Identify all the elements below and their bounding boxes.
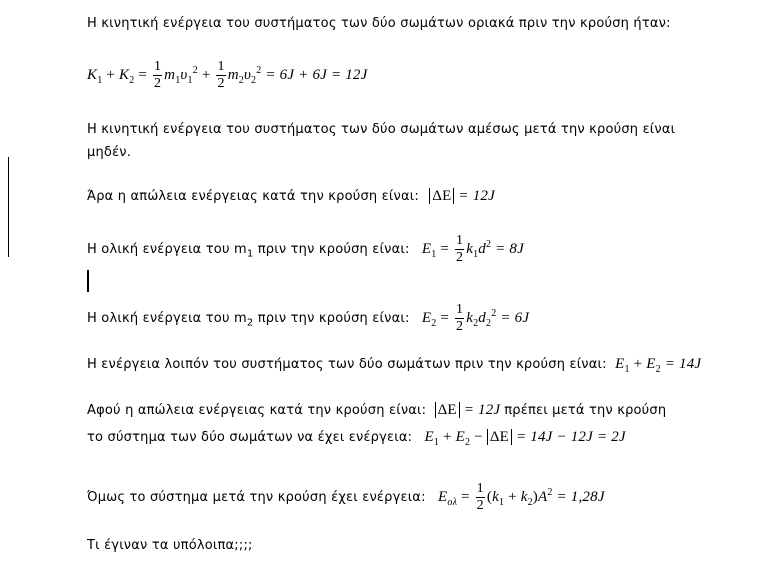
- equation-kinetic-sum: $K_1 + K_2$ = $\frac{1}{2}$ $m_1\upsilon_1^2$ + $\frac{1}{2}$ $m_2\upsilon_2^2 = 6J + 6J = 12J$: [87, 59, 368, 91]
- text: μηδέν.: [87, 145, 132, 160]
- equation-oscillation: $E_{o\lambda}$ = $\frac{1}{2}$ $(k_1 + k_2)A^2 = 1,28J$: [438, 481, 605, 513]
- text: πριν την κρούση είναι:: [253, 241, 410, 257]
- text: Όμως το σύστημα μετά την κρούση έχει ενέργεια:: [87, 489, 426, 505]
- eq-result: = 14J: [664, 356, 702, 372]
- paragraph-kinetic-after-cont: [87, 145, 131, 160]
- subscript: 2: [246, 317, 254, 329]
- paragraph-actual-energy: [87, 482, 605, 513]
- text: Τι έγιναν τα υπόλοιπα;;;;: [87, 538, 253, 553]
- eq-result: = 12J: [458, 188, 495, 204]
- text: Η ολική ενέργεια του m: [87, 241, 247, 257]
- eq-result: = 12J: [463, 402, 501, 418]
- text-cursor-left: [8, 157, 9, 257]
- eq-result: = 6J + 6J = 12J: [265, 66, 368, 83]
- fraction: $\frac{1}{2}$: [456, 233, 464, 265]
- subscript: 1: [246, 248, 254, 260]
- fraction: $\frac{1}{2}$: [476, 481, 484, 513]
- paragraph-total-m1: [87, 234, 524, 265]
- paragraph-kinetic-after: [87, 122, 675, 137]
- paragraph-energy-loss: [87, 188, 495, 205]
- text-cursor: [87, 270, 89, 292]
- paragraph-question: [87, 538, 253, 553]
- paragraph-kinetic-before: [87, 16, 671, 31]
- eq-result: = 14J − 12J = 2J: [515, 429, 626, 445]
- equation-loss: ΔE = 12J: [429, 188, 495, 204]
- text: Άρα η απώλεια ενέργειας κατά την κρούση είναι:: [87, 189, 419, 204]
- paragraph-system-energy: [87, 356, 701, 375]
- fraction: $\frac{1}{2}$: [217, 59, 225, 91]
- equation-required: $E_1 + E_2 - \Delta E = 14J - 12J = 2J$: [424, 429, 626, 448]
- equation-e1: $E_1$ = $\frac{1}{2}$ $k_1d^2 = 8J$: [421, 233, 524, 265]
- paragraph-required-energy: [87, 429, 626, 448]
- paragraph-loss-condition: [87, 402, 666, 419]
- equation-e2: $E_2$ = $\frac{1}{2}$ $k_2d_2^2 = 6J$: [421, 302, 530, 334]
- fraction: $\frac{1}{2}$: [153, 59, 162, 91]
- text: Η κινητική ενέργεια του συστήματος των δύο σωμάτων αμέσως μετά την κρούση είναι: [87, 122, 676, 137]
- text: το σύστημα των δύο σωμάτων να έχει ενέργεια:: [87, 430, 413, 445]
- eq-result: = 1,28J: [556, 488, 605, 505]
- eq-result: = 6J: [500, 309, 530, 326]
- fraction: $\frac{1}{2}$: [456, 302, 464, 334]
- eq-result: = 8J: [495, 240, 524, 257]
- paragraph-total-m2: [87, 303, 529, 334]
- text: Η ενέργεια λοιπόν του συστήματος των δύο σωμάτων πριν την κρούση είναι:: [87, 357, 607, 372]
- text: πρέπει μετά την κρούση: [504, 403, 667, 418]
- text: Η κινητική ενέργεια του συστήματος των δύο σωμάτων οριακά πριν την κρούση ήταν:: [87, 16, 671, 31]
- equation-sum-e: $E_1 + E_2 = 14J$: [615, 356, 702, 375]
- text: Αφού η απώλεια ενέργειας κατά την κρούση είναι:: [87, 403, 427, 418]
- text: Η ολική ενέργεια του m: [87, 310, 247, 326]
- equation-loss-2: ΔE = 12J: [435, 402, 505, 418]
- text: πριν την κρούση είναι:: [253, 310, 410, 326]
